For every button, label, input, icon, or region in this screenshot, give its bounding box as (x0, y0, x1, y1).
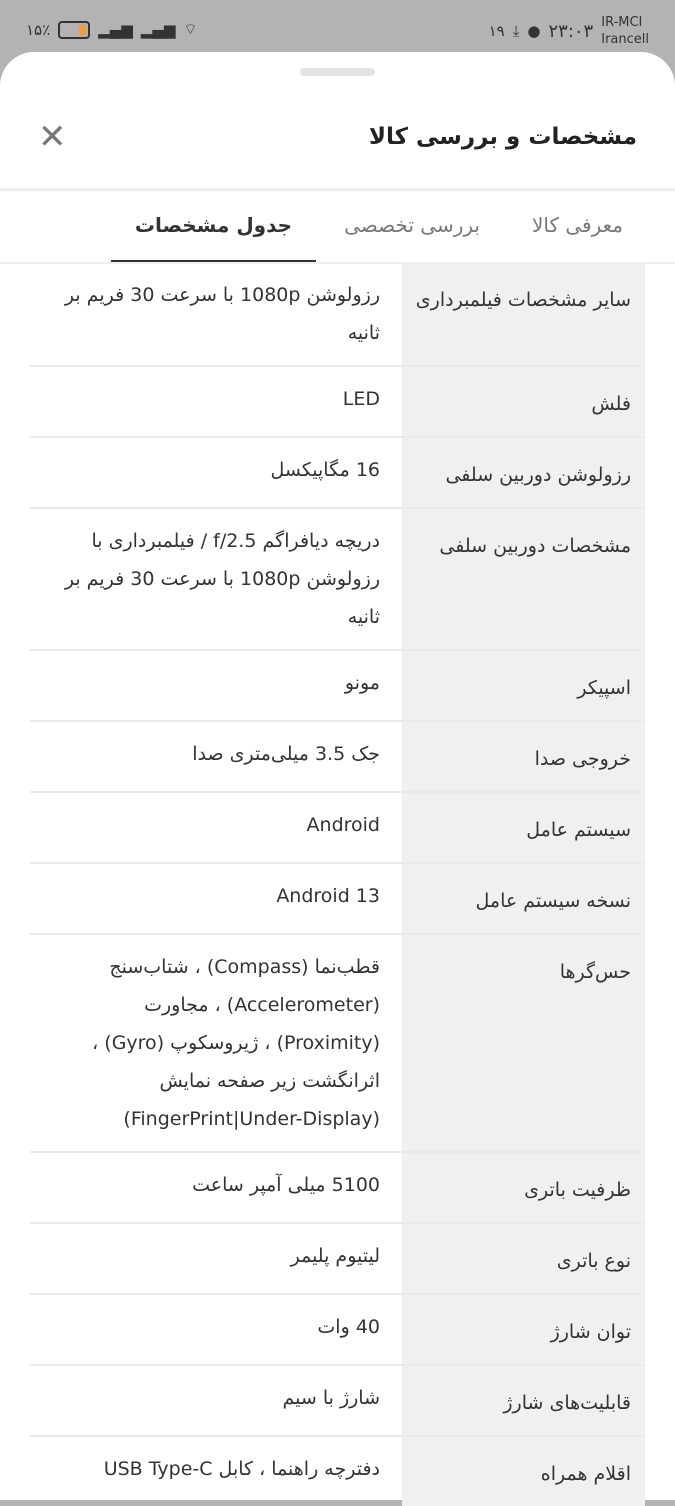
spec-label: رزولوشن دوربین سلفی (402, 438, 645, 507)
tab-intro[interactable]: معرفی کالا (531, 213, 623, 237)
spec-label: قابلیت‌های شارژ (402, 1366, 645, 1435)
carrier: IR-MCI Irancell (601, 15, 649, 47)
tab-expert-review[interactable]: بررسی تخصصی (344, 213, 480, 237)
notification-count: ۱۹ (488, 22, 505, 40)
spec-label: سایر مشخصات فیلمبرداری (402, 263, 645, 365)
spec-value: 5100 میلی آمپر ساعت (192, 1174, 380, 1196)
page-title: مشخصات و بررسی کالا (368, 124, 637, 150)
spec-value: لیتیوم پلیمر (290, 1245, 380, 1267)
clock: ۲۳:۰۳ (548, 20, 594, 42)
spec-value: دفترچه راهنما ، کابل USB Type-C (103, 1458, 380, 1480)
spec-label: نسخه سیستم عامل (402, 864, 645, 933)
chat-icon: ● (527, 22, 541, 40)
spec-label: فلش (402, 367, 645, 436)
signal-icon: ▂▄▆ (98, 20, 133, 39)
spec-value: جک 3.5 میلی‌متری صدا (192, 743, 380, 765)
spec-row (30, 1295, 645, 1366)
spec-row (30, 1153, 645, 1224)
status-bar (0, 0, 675, 60)
spec-value: 16 مگاپیکسل (270, 459, 380, 481)
sheet-header (38, 104, 637, 170)
spec-value: LED (342, 388, 380, 410)
spec-value: مونو (344, 672, 380, 694)
close-icon[interactable]: ✕ (38, 117, 67, 157)
spec-row (30, 438, 645, 509)
drag-handle[interactable] (300, 68, 375, 76)
spec-label: نوع باتری (402, 1224, 645, 1293)
spec-row (30, 722, 645, 793)
spec-row (30, 864, 645, 935)
spec-row (30, 935, 645, 1153)
spec-label: توان شارژ (402, 1295, 645, 1364)
spec-row (30, 1224, 645, 1295)
tab-specs[interactable]: جدول مشخصات (111, 191, 316, 263)
spec-value: Android 13 (276, 885, 380, 907)
signal-icon-2: ▂▄▆ (140, 20, 176, 39)
spec-row (30, 1437, 645, 1506)
spec-row (30, 367, 645, 438)
bottom-sheet (0, 52, 675, 1500)
spec-label: اسپیکر (402, 651, 645, 720)
spec-value: قطب‌نما (Compass) ، شتاب‌سنج (Accelerometer) ، مجاورت (Proximity) ، ژیروسکوپ (Gyro) ، اثرانگشت زیر صفحه نمایش (FingerPrint|Under-Display) (92, 956, 380, 1130)
download-icon: ⤓ (512, 22, 520, 40)
spec-table (30, 263, 645, 1506)
spec-row (30, 1366, 645, 1437)
spec-label: سیستم عامل (402, 793, 645, 862)
spec-label: اقلام همراه (402, 1437, 645, 1506)
spec-value: 40 وات (317, 1316, 380, 1338)
spec-row (30, 651, 645, 722)
battery-percent: ۱۵٪ (26, 20, 51, 39)
tabs (0, 191, 675, 263)
spec-value: Android (306, 814, 380, 836)
spec-value: رزولوشن 1080p با سرعت 30 فریم بر ثانیه (64, 284, 380, 344)
spec-row (30, 263, 645, 367)
battery-icon (58, 21, 90, 39)
spec-value: دریچه دیافراگم f/2.5 / فیلمبرداری با رزولوشن 1080p با سرعت 30 فریم بر ثانیه (64, 530, 380, 628)
spec-row (30, 509, 645, 651)
spec-label: مشخصات دوربین سلفی (402, 509, 645, 649)
spec-label: خروجی صدا (402, 722, 645, 791)
wifi-icon: ⌔ (183, 20, 198, 38)
spec-label: حس‌گرها (402, 935, 645, 1151)
spec-value: شارژ با سیم (282, 1387, 380, 1409)
spec-row (30, 793, 645, 864)
spec-label: ظرفیت باتری (402, 1153, 645, 1222)
